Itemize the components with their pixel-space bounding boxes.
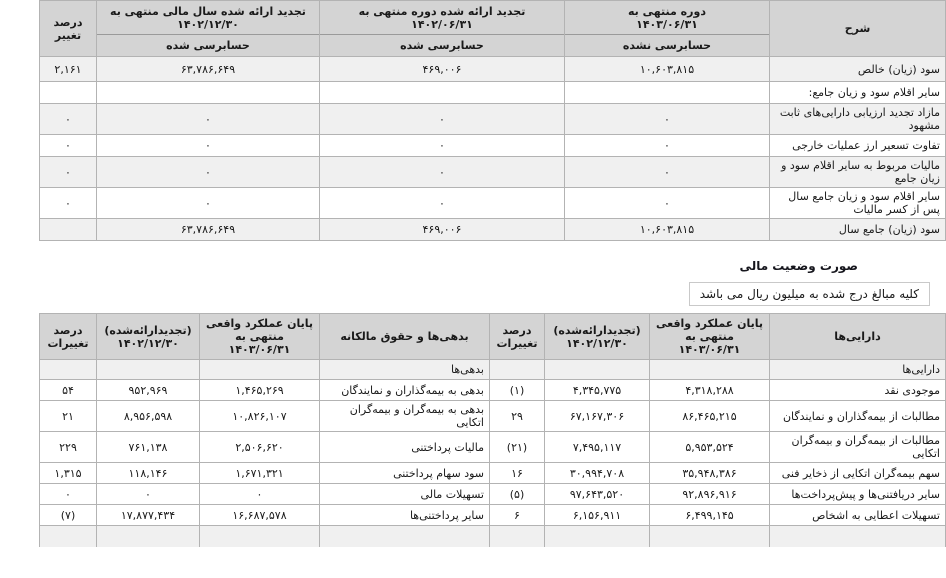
liability-actual-value: ۱,۶۷۱,۳۲۱ <box>200 463 320 484</box>
liabilities-change-header: درصد تغییرات <box>40 314 97 360</box>
balance-row <box>40 401 946 432</box>
financial-position-table <box>39 313 946 547</box>
income-current-value: ۰ <box>565 104 770 135</box>
asset-row-label: مطالبات از بیمه‌گران و بیمه‌گران اتکایی <box>770 432 946 463</box>
income-row <box>40 104 946 135</box>
income-row-label: مازاد تجدید ارزیابی دارایی‌های ثابت مشهود <box>770 104 946 135</box>
year-restated-date: ۱۴۰۲/۱۲/۳۰ <box>177 17 239 31</box>
income-restated-year-value: ۰ <box>97 188 320 219</box>
liability-actual-value: ۱۰,۸۲۶,۱۰۷ <box>200 401 320 432</box>
desc-header-label: شرح <box>844 22 871 35</box>
asset-change-value: (۱) <box>490 380 545 401</box>
income-row <box>40 82 946 104</box>
income-current-value: ۱۰,۶۰۳,۸۱۵ <box>565 57 770 82</box>
asset-restated-value: ۶۷,۱۶۷,۳۰۶ <box>545 401 650 432</box>
income-current-value <box>565 82 770 104</box>
empty-cell <box>545 360 650 380</box>
income-row-label: مالیات مربوط به سایر اقلام سود و زیان جامع <box>770 157 946 188</box>
desc-column-header <box>770 1 946 57</box>
assets-section-label: دارایی‌ها <box>770 360 946 380</box>
liability-change-value: ۵۴ <box>40 380 97 401</box>
income-change-value: ۰ <box>40 135 97 157</box>
income-change-value <box>40 82 97 104</box>
income-row-label: سایر اقلام سود و زیان جامع: <box>770 82 946 104</box>
income-header-row <box>40 1 946 57</box>
asset-change-value: (۵) <box>490 484 545 505</box>
income-row-label: تفاوت تسعیر ارز عملیات خارجی <box>770 135 946 157</box>
assets-change-header: درصد تغییرات <box>490 314 545 360</box>
asset-restated-value: ۷,۴۹۵,۱۱۷ <box>545 432 650 463</box>
liability-restated-value: ۱۷,۸۷۷,۴۳۴ <box>97 505 200 526</box>
balance-row <box>40 505 946 526</box>
units-note-wrap <box>0 282 930 306</box>
asset-change-value: ۶ <box>490 505 545 526</box>
income-restated-year-value: ۰ <box>97 157 320 188</box>
liability-actual-value: ۰ <box>200 484 320 505</box>
period-restated-label: تجدید ارائه شده دوره منتهی به <box>358 4 526 18</box>
units-note: کلیه مبالغ درج شده به میلیون ریال می باشد <box>689 282 930 306</box>
empty-cell <box>490 360 545 380</box>
income-change-value: ۰ <box>40 104 97 135</box>
income-row-label: سود (زیان) خالص <box>770 57 946 82</box>
asset-restated-value: ۴,۳۴۵,۷۷۵ <box>545 380 650 401</box>
income-current-value: ۱۰,۶۰۳,۸۱۵ <box>565 219 770 241</box>
empty-cell <box>770 526 946 547</box>
liability-restated-value: ۰ <box>97 484 200 505</box>
balance-row <box>40 463 946 484</box>
income-change-value: ۰ <box>40 188 97 219</box>
income-row <box>40 57 946 82</box>
period-restated-date: ۱۴۰۲/۰۶/۳۱ <box>411 17 473 31</box>
liabilities-restated-header: (تجدیدارائه‌شده) ۱۴۰۲/۱۲/۳۰ <box>97 314 200 360</box>
liability-actual-value: ۱۶,۶۸۷,۵۷۸ <box>200 505 320 526</box>
asset-change-value: ۱۶ <box>490 463 545 484</box>
liability-change-value: (۷) <box>40 505 97 526</box>
liability-restated-value: ۷۶۱,۱۳۸ <box>97 432 200 463</box>
empty-cell <box>650 526 770 547</box>
asset-row-label: تسهیلات اعطایی به اشخاص <box>770 505 946 526</box>
liability-row-label: مالیات پرداختنی <box>320 432 490 463</box>
balance-row <box>40 484 946 505</box>
asset-change-value: (۲۱) <box>490 432 545 463</box>
year-restated-audit: حسابرسی شده <box>166 39 250 52</box>
asset-row-label: سایر دریافتنی‌ها و پیش‌پرداخت‌ها <box>770 484 946 505</box>
period-restated-audit: حسابرسی شده <box>400 39 484 52</box>
liability-restated-value: ۸,۹۵۶,۵۹۸ <box>97 401 200 432</box>
liability-restated-value: ۹۵۲,۹۶۹ <box>97 380 200 401</box>
income-change-value: ۰ <box>40 157 97 188</box>
empty-cell <box>40 360 97 380</box>
change-header-label: درصد تغییر <box>53 15 83 42</box>
income-restated-period-value: ۰ <box>320 104 565 135</box>
asset-change-value: ۲۹ <box>490 401 545 432</box>
income-row <box>40 157 946 188</box>
income-restated-period-value <box>320 82 565 104</box>
income-statement-table <box>39 0 946 241</box>
balance-row <box>40 380 946 401</box>
income-row <box>40 188 946 219</box>
asset-actual-value: ۹۲,۸۹۶,۹۱۶ <box>650 484 770 505</box>
liability-row-label: بدهی به بیمه‌گران و بیمه‌گران اتکایی <box>320 401 490 432</box>
period-current-label: دوره منتهی به <box>628 4 706 18</box>
income-row <box>40 219 946 241</box>
liability-row-label: سود سهام پرداختنی <box>320 463 490 484</box>
liability-row-label: بدهی به بیمه‌گذاران و نمایندگان <box>320 380 490 401</box>
liability-actual-value: ۱,۴۶۵,۲۶۹ <box>200 380 320 401</box>
liability-change-value: ۲۲۹ <box>40 432 97 463</box>
empty-cell <box>490 526 545 547</box>
balance-section-row <box>40 360 946 380</box>
liabilities-section-label: بدهی‌ها <box>320 360 490 380</box>
empty-cell <box>40 526 97 547</box>
liability-change-value: ۰ <box>40 484 97 505</box>
income-restated-year-value: ۰ <box>97 135 320 157</box>
period-current-header <box>565 1 770 57</box>
asset-actual-value: ۳۵,۹۴۸,۳۸۶ <box>650 463 770 484</box>
year-restated-label: تجدید ارائه شده سال مالی منتهی به <box>110 4 306 18</box>
asset-restated-value: ۳۰,۹۹۴,۷۰۸ <box>545 463 650 484</box>
liability-restated-value: ۱۱۸,۱۴۶ <box>97 463 200 484</box>
empty-cell <box>200 526 320 547</box>
asset-actual-value: ۵,۹۵۳,۵۲۴ <box>650 432 770 463</box>
income-change-value: ۲,۱۶۱ <box>40 57 97 82</box>
period-restated-header <box>320 1 565 57</box>
empty-cell <box>650 360 770 380</box>
income-restated-period-value: ۴۶۹,۰۰۶ <box>320 57 565 82</box>
balance-row <box>40 432 946 463</box>
balance-partial-row <box>40 526 946 547</box>
year-restated-header <box>97 1 320 57</box>
liability-row-label: سایر پرداختنی‌ها <box>320 505 490 526</box>
income-restated-period-value: ۴۶۹,۰۰۶ <box>320 219 565 241</box>
income-current-value: ۰ <box>565 135 770 157</box>
empty-cell <box>97 526 200 547</box>
asset-actual-value: ۸۶,۴۶۵,۲۱۵ <box>650 401 770 432</box>
income-row-label: سایر اقلام سود و زیان جامع سال پس از کسر مالیات <box>770 188 946 219</box>
liabilities-actual-header: پایان عملکرد واقعی منتهی به ۱۴۰۳/۰۶/۳۱ <box>200 314 320 360</box>
asset-row-label: موجودی نقد <box>770 380 946 401</box>
income-restated-year-value: ۰ <box>97 104 320 135</box>
empty-cell <box>97 360 200 380</box>
assets-restated-header: (تجدیدارائه‌شده) ۱۴۰۲/۱۲/۳۰ <box>545 314 650 360</box>
liability-row-label: تسهیلات مالی <box>320 484 490 505</box>
asset-row-label: مطالبات از بیمه‌گذاران و نمایندگان <box>770 401 946 432</box>
assets-column-header: دارایی‌ها <box>770 314 946 360</box>
asset-restated-value: ۹۷,۶۴۳,۵۲۰ <box>545 484 650 505</box>
asset-actual-value: ۴,۳۱۸,۲۸۸ <box>650 380 770 401</box>
income-current-value: ۰ <box>565 188 770 219</box>
income-restated-year-value <box>97 82 320 104</box>
income-restated-year-value: ۶۳,۷۸۶,۶۴۹ <box>97 219 320 241</box>
liability-change-value: ۲۱ <box>40 401 97 432</box>
empty-cell <box>200 360 320 380</box>
income-restated-period-value: ۰ <box>320 188 565 219</box>
period-current-audit: حسابرسی نشده <box>622 39 712 52</box>
income-row <box>40 135 946 157</box>
income-row-label: سود (زیان) جامع سال <box>770 219 946 241</box>
income-restated-period-value: ۰ <box>320 157 565 188</box>
asset-restated-value: ۶,۱۵۶,۹۱۱ <box>545 505 650 526</box>
empty-cell <box>320 526 490 547</box>
income-change-value <box>40 219 97 241</box>
income-restated-year-value: ۶۳,۷۸۶,۶۴۹ <box>97 57 320 82</box>
period-current-date: ۱۴۰۳/۰۶/۳۱ <box>636 17 698 31</box>
income-current-value: ۰ <box>565 157 770 188</box>
empty-cell <box>545 526 650 547</box>
asset-actual-value: ۶,۴۹۹,۱۴۵ <box>650 505 770 526</box>
liabilities-column-header: بدهی‌ها و حقوق مالکانه <box>320 314 490 360</box>
asset-row-label: سهم بیمه‌گران اتکایی از ذخایر فنی <box>770 463 946 484</box>
income-restated-period-value: ۰ <box>320 135 565 157</box>
liability-actual-value: ۲,۵۰۶,۶۲۰ <box>200 432 320 463</box>
change-column-header <box>40 1 97 57</box>
balance-header-row <box>40 314 946 360</box>
section-title: صورت وضعیت مالی <box>739 259 858 273</box>
liability-change-value: ۱,۳۱۵ <box>40 463 97 484</box>
assets-actual-header: پایان عملکرد واقعی منتهی به ۱۴۰۳/۰۶/۳۱ <box>650 314 770 360</box>
